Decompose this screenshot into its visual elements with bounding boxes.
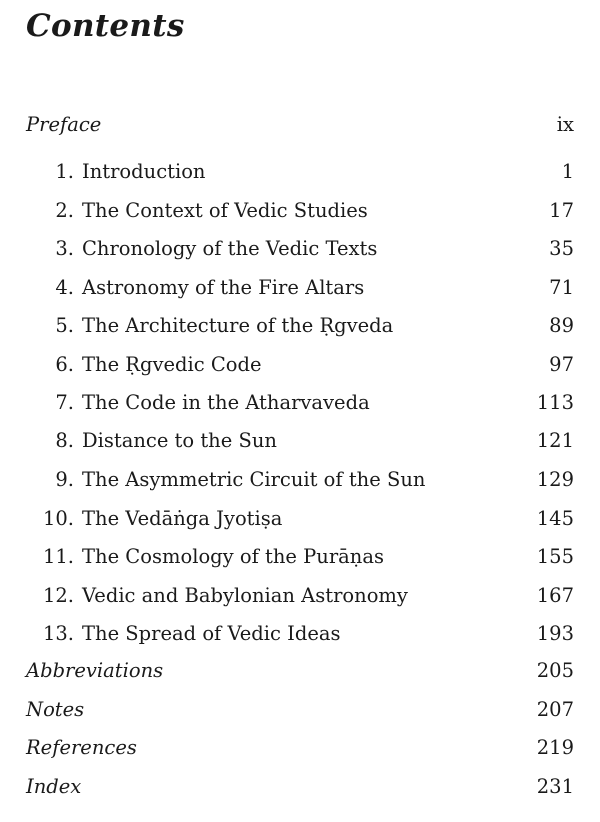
chapter-number: 12.	[42, 584, 74, 607]
entry-title: The Cosmology of the Purāṇas	[82, 545, 384, 568]
toc-entry-notes	[0, 695, 600, 725]
chapter-number: 11.	[42, 545, 74, 568]
page-number: 1	[561, 160, 574, 183]
entry-title: Astronomy of the Fire Altars	[82, 276, 365, 299]
page-number: 219	[536, 736, 574, 759]
entry-title: The Architecture of the Ṛgveda	[82, 314, 394, 337]
page-number: 167	[536, 584, 574, 607]
page-title: Contents	[26, 8, 185, 44]
page-number: 121	[536, 429, 574, 452]
chapter-number: 7.	[55, 391, 74, 414]
page-number: 193	[536, 622, 574, 645]
chapter-number: 6.	[55, 353, 74, 376]
page-number: 17	[549, 199, 574, 222]
chapter-number: 1.	[55, 160, 74, 183]
entry-title: Vedic and Babylonian Astronomy	[82, 584, 408, 607]
toc-entry-chapter	[0, 157, 600, 187]
page-number: 231	[536, 775, 574, 798]
entry-title: References	[26, 736, 137, 759]
toc-entry-chapter	[0, 388, 600, 418]
toc-entry-abbreviations	[0, 656, 600, 686]
toc-entry-chapter	[0, 581, 600, 611]
entry-title: Notes	[26, 698, 85, 721]
entry-title: The Spread of Vedic Ideas	[82, 622, 341, 645]
entry-title: The Code in the Atharvaveda	[82, 391, 370, 414]
page-number: 71	[549, 276, 574, 299]
toc-entry-chapter	[0, 234, 600, 264]
page-number: 155	[536, 545, 574, 568]
toc-entry-chapter	[0, 311, 600, 341]
toc-entry-preface	[0, 110, 600, 140]
toc-entry-references	[0, 733, 600, 763]
chapter-number: 13.	[42, 622, 74, 645]
chapter-number: 10.	[42, 507, 74, 530]
page-number: 97	[549, 353, 574, 376]
toc-entry-chapter	[0, 465, 600, 495]
page-number: 89	[549, 314, 574, 337]
toc-entry-chapter	[0, 426, 600, 456]
entry-title: Index	[26, 775, 82, 798]
entry-title: The Context of Vedic Studies	[82, 199, 368, 222]
chapter-number: 8.	[55, 429, 74, 452]
entry-title: Chronology of the Vedic Texts	[82, 237, 378, 260]
entry-title: Preface	[26, 113, 102, 136]
page-number: 145	[536, 507, 574, 530]
chapter-number: 5.	[55, 314, 74, 337]
page-number: ix	[556, 113, 574, 136]
entry-title: The Asymmetric Circuit of the Sun	[82, 468, 426, 491]
toc-entry-chapter	[0, 504, 600, 534]
page-number: 207	[536, 698, 574, 721]
page-number: 113	[536, 391, 574, 414]
toc-entry-index	[0, 772, 600, 802]
chapter-number: 4.	[55, 276, 74, 299]
chapter-number: 3.	[55, 237, 74, 260]
toc-entry-chapter	[0, 350, 600, 380]
entry-title: Distance to the Sun	[82, 429, 277, 452]
chapter-number: 2.	[55, 199, 74, 222]
page-number: 205	[536, 659, 574, 682]
entry-title: The Ṛgvedic Code	[82, 353, 262, 376]
entry-title: Introduction	[82, 160, 206, 183]
entry-title: Abbreviations	[26, 659, 164, 682]
toc-entry-chapter	[0, 196, 600, 226]
page-number: 129	[536, 468, 574, 491]
entry-title: The Vedāṅga Jyotiṣa	[82, 507, 283, 530]
chapter-number: 9.	[55, 468, 74, 491]
page-number: 35	[549, 237, 574, 260]
toc-entry-chapter	[0, 619, 600, 649]
toc-entry-chapter	[0, 273, 600, 303]
toc-entry-chapter	[0, 542, 600, 572]
